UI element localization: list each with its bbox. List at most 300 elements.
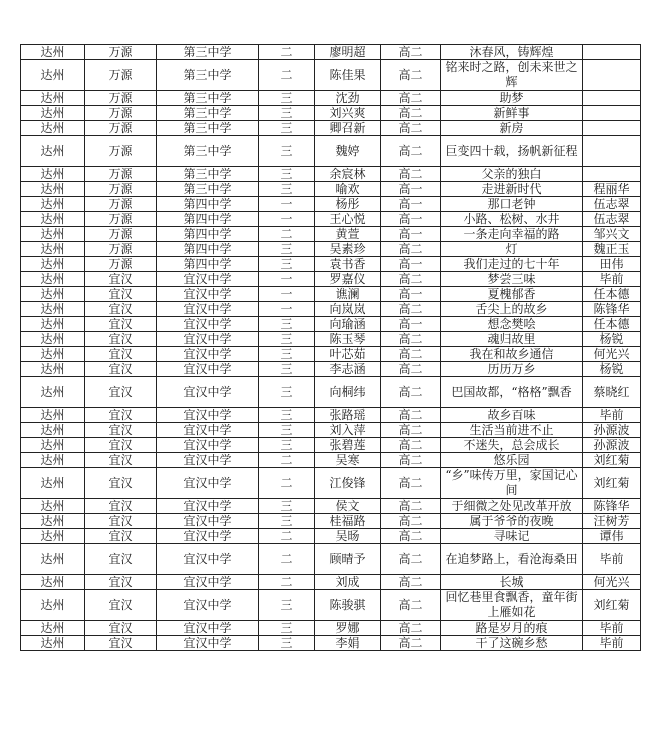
city-cell: 达州 <box>21 302 85 317</box>
grade-cell: 高二 <box>381 544 441 575</box>
prize-level-cell: 一 <box>259 212 315 227</box>
table-row <box>21 544 641 575</box>
city-cell: 达州 <box>21 167 85 182</box>
prize-level-cell: 三 <box>259 514 315 529</box>
student-name-cell: 袁书香 <box>315 257 381 272</box>
essay-title-cell: 魂归故里 <box>441 332 583 347</box>
essay-title-cell: 巴国故都，“格格”飘香 <box>441 377 583 408</box>
award-table <box>20 44 641 651</box>
teacher-cell: 伍志翠 <box>583 197 641 212</box>
school-cell: 宜汉中学 <box>157 272 259 287</box>
city-cell: 达州 <box>21 91 85 106</box>
essay-title-cell: 不迷失，总会成长 <box>441 438 583 453</box>
essay-title-cell: 悠乐园 <box>441 453 583 468</box>
prize-level-cell: 三 <box>259 121 315 136</box>
city-cell: 达州 <box>21 590 85 621</box>
grade-cell: 高一 <box>381 257 441 272</box>
city-cell: 达州 <box>21 332 85 347</box>
student-name-cell: 余宸林 <box>315 167 381 182</box>
school-cell: 宜汉中学 <box>157 621 259 636</box>
essay-title-cell: 生活当前进不止 <box>441 423 583 438</box>
essay-title-cell: 夏槐郁香 <box>441 287 583 302</box>
school-cell: 宜汉中学 <box>157 332 259 347</box>
table-row <box>21 529 641 544</box>
district-cell: 万源 <box>85 121 157 136</box>
city-cell: 达州 <box>21 408 85 423</box>
teacher-cell: 谭伟 <box>583 529 641 544</box>
district-cell: 宜汉 <box>85 362 157 377</box>
district-cell: 万源 <box>85 182 157 197</box>
table-row <box>21 167 641 182</box>
teacher-cell: 何光兴 <box>583 575 641 590</box>
grade-cell: 高二 <box>381 453 441 468</box>
essay-title-cell: 那口老钟 <box>441 197 583 212</box>
teacher-cell: 毕前 <box>583 408 641 423</box>
district-cell: 宜汉 <box>85 423 157 438</box>
grade-cell: 高二 <box>381 167 441 182</box>
table-row <box>21 362 641 377</box>
city-cell: 达州 <box>21 529 85 544</box>
essay-title-cell: 舌尖上的故乡 <box>441 302 583 317</box>
prize-level-cell: 三 <box>259 167 315 182</box>
prize-level-cell: 三 <box>259 242 315 257</box>
essay-title-cell: 父亲的独白 <box>441 167 583 182</box>
student-name-cell: 刘入萍 <box>315 423 381 438</box>
essay-title-cell: 我们走过的七十年 <box>441 257 583 272</box>
table-row <box>21 575 641 590</box>
school-cell: 第三中学 <box>157 106 259 121</box>
prize-level-cell: 三 <box>259 621 315 636</box>
prize-level-cell: 二 <box>259 60 315 91</box>
teacher-cell: 孙源波 <box>583 423 641 438</box>
city-cell: 达州 <box>21 242 85 257</box>
teacher-cell: 毕前 <box>583 272 641 287</box>
essay-title-cell: 寻味记 <box>441 529 583 544</box>
teacher-cell: 杨锐 <box>583 332 641 347</box>
prize-level-cell: 三 <box>259 423 315 438</box>
grade-cell: 高二 <box>381 91 441 106</box>
city-cell: 达州 <box>21 621 85 636</box>
prize-level-cell: 二 <box>259 544 315 575</box>
teacher-cell <box>583 167 641 182</box>
grade-cell: 高一 <box>381 212 441 227</box>
district-cell: 宜汉 <box>85 408 157 423</box>
grade-cell: 高二 <box>381 302 441 317</box>
table-row <box>21 438 641 453</box>
grade-cell: 高二 <box>381 529 441 544</box>
school-cell: 第三中学 <box>157 121 259 136</box>
school-cell: 第四中学 <box>157 257 259 272</box>
district-cell: 宜汉 <box>85 317 157 332</box>
student-name-cell: 陈佳果 <box>315 60 381 91</box>
district-cell: 宜汉 <box>85 347 157 362</box>
essay-title-cell: 属于爷爷的夜晚 <box>441 514 583 529</box>
essay-title-cell: 灯 <box>441 242 583 257</box>
teacher-cell: 魏正玉 <box>583 242 641 257</box>
school-cell: 第四中学 <box>157 242 259 257</box>
student-name-cell: 陈玉琴 <box>315 332 381 347</box>
teacher-cell: 陈锋华 <box>583 302 641 317</box>
student-name-cell: 谯澜 <box>315 287 381 302</box>
table-row <box>21 453 641 468</box>
teacher-cell: 杨锐 <box>583 362 641 377</box>
district-cell: 宜汉 <box>85 499 157 514</box>
school-cell: 宜汉中学 <box>157 362 259 377</box>
student-name-cell: 刘成 <box>315 575 381 590</box>
essay-title-cell: 梦尝三味 <box>441 272 583 287</box>
school-cell: 第三中学 <box>157 91 259 106</box>
prize-level-cell: 三 <box>259 362 315 377</box>
city-cell: 达州 <box>21 377 85 408</box>
school-cell: 宜汉中学 <box>157 575 259 590</box>
city-cell: 达州 <box>21 575 85 590</box>
district-cell: 万源 <box>85 257 157 272</box>
district-cell: 万源 <box>85 212 157 227</box>
table-row <box>21 302 641 317</box>
prize-level-cell: 二 <box>259 227 315 242</box>
grade-cell: 高二 <box>381 590 441 621</box>
prize-level-cell: 二 <box>259 45 315 60</box>
district-cell: 宜汉 <box>85 544 157 575</box>
prize-level-cell: 三 <box>259 377 315 408</box>
teacher-cell <box>583 121 641 136</box>
city-cell: 达州 <box>21 45 85 60</box>
school-cell: 宜汉中学 <box>157 544 259 575</box>
student-name-cell: 杨彤 <box>315 197 381 212</box>
city-cell: 达州 <box>21 453 85 468</box>
teacher-cell: 何光兴 <box>583 347 641 362</box>
student-name-cell: 向瑜涵 <box>315 317 381 332</box>
essay-title-cell: 沐春风，铸辉煌 <box>441 45 583 60</box>
grade-cell: 高一 <box>381 317 441 332</box>
table-body <box>21 45 641 651</box>
prize-level-cell: 三 <box>259 106 315 121</box>
grade-cell: 高二 <box>381 272 441 287</box>
school-cell: 宜汉中学 <box>157 636 259 651</box>
prize-level-cell: 二 <box>259 529 315 544</box>
teacher-cell: 陈锋华 <box>583 499 641 514</box>
prize-level-cell: 三 <box>259 438 315 453</box>
school-cell: 第三中学 <box>157 45 259 60</box>
grade-cell: 高一 <box>381 182 441 197</box>
city-cell: 达州 <box>21 136 85 167</box>
table-row <box>21 287 641 302</box>
teacher-cell: 毕前 <box>583 621 641 636</box>
city-cell: 达州 <box>21 121 85 136</box>
school-cell: 第四中学 <box>157 227 259 242</box>
table-row <box>21 121 641 136</box>
prize-level-cell: 一 <box>259 287 315 302</box>
student-name-cell: 王心悦 <box>315 212 381 227</box>
school-cell: 第三中学 <box>157 60 259 91</box>
student-name-cell: 魏婷 <box>315 136 381 167</box>
essay-title-cell: “乡”味传万里，家国记心间 <box>441 468 583 499</box>
city-cell: 达州 <box>21 212 85 227</box>
table-row <box>21 106 641 121</box>
grade-cell: 高二 <box>381 136 441 167</box>
essay-title-cell: 新鲜事 <box>441 106 583 121</box>
grade-cell: 高一 <box>381 287 441 302</box>
district-cell: 万源 <box>85 167 157 182</box>
teacher-cell <box>583 91 641 106</box>
district-cell: 万源 <box>85 227 157 242</box>
district-cell: 宜汉 <box>85 529 157 544</box>
table-row <box>21 514 641 529</box>
teacher-cell: 刘红菊 <box>583 590 641 621</box>
prize-level-cell: 一 <box>259 272 315 287</box>
teacher-cell: 汪树芳 <box>583 514 641 529</box>
essay-title-cell: 新房 <box>441 121 583 136</box>
teacher-cell: 田伟 <box>583 257 641 272</box>
student-name-cell: 江俊锋 <box>315 468 381 499</box>
school-cell: 宜汉中学 <box>157 514 259 529</box>
table-row <box>21 636 641 651</box>
teacher-cell: 伍志翠 <box>583 212 641 227</box>
city-cell: 达州 <box>21 227 85 242</box>
prize-level-cell: 三 <box>259 499 315 514</box>
district-cell: 宜汉 <box>85 377 157 408</box>
city-cell: 达州 <box>21 438 85 453</box>
table-row <box>21 499 641 514</box>
student-name-cell: 向桐纬 <box>315 377 381 408</box>
table-row <box>21 45 641 60</box>
school-cell: 宜汉中学 <box>157 590 259 621</box>
district-cell: 宜汉 <box>85 575 157 590</box>
district-cell: 万源 <box>85 106 157 121</box>
school-cell: 宜汉中学 <box>157 347 259 362</box>
district-cell: 万源 <box>85 197 157 212</box>
school-cell: 宜汉中学 <box>157 468 259 499</box>
district-cell: 宜汉 <box>85 453 157 468</box>
grade-cell: 高二 <box>381 332 441 347</box>
table-row <box>21 212 641 227</box>
district-cell: 宜汉 <box>85 302 157 317</box>
essay-title-cell: 路是岁月的痕 <box>441 621 583 636</box>
student-name-cell: 桂福路 <box>315 514 381 529</box>
table-row <box>21 621 641 636</box>
student-name-cell: 叶芯茹 <box>315 347 381 362</box>
student-name-cell: 罗嘉仪 <box>315 272 381 287</box>
teacher-cell: 程丽华 <box>583 182 641 197</box>
grade-cell: 高一 <box>381 227 441 242</box>
grade-cell: 高二 <box>381 438 441 453</box>
district-cell: 宜汉 <box>85 636 157 651</box>
district-cell: 宜汉 <box>85 514 157 529</box>
teacher-cell: 毕前 <box>583 544 641 575</box>
essay-title-cell: 巨变四十载，扬帆新征程 <box>441 136 583 167</box>
table-row <box>21 317 641 332</box>
essay-title-cell: 干了这碗乡愁 <box>441 636 583 651</box>
table-row <box>21 332 641 347</box>
district-cell: 万源 <box>85 45 157 60</box>
city-cell: 达州 <box>21 362 85 377</box>
grade-cell: 高二 <box>381 347 441 362</box>
district-cell: 宜汉 <box>85 621 157 636</box>
student-name-cell: 刘兴爽 <box>315 106 381 121</box>
grade-cell: 高二 <box>381 499 441 514</box>
prize-level-cell: 三 <box>259 136 315 167</box>
city-cell: 达州 <box>21 197 85 212</box>
teacher-cell: 孙源波 <box>583 438 641 453</box>
student-name-cell: 侯文 <box>315 499 381 514</box>
city-cell: 达州 <box>21 272 85 287</box>
student-name-cell: 李娟 <box>315 636 381 651</box>
prize-level-cell: 二 <box>259 575 315 590</box>
essay-title-cell: 走进新时代 <box>441 182 583 197</box>
school-cell: 第三中学 <box>157 136 259 167</box>
essay-title-cell: 助梦 <box>441 91 583 106</box>
school-cell: 第四中学 <box>157 197 259 212</box>
school-cell: 宜汉中学 <box>157 423 259 438</box>
city-cell: 达州 <box>21 257 85 272</box>
district-cell: 宜汉 <box>85 438 157 453</box>
grade-cell: 高二 <box>381 514 441 529</box>
city-cell: 达州 <box>21 347 85 362</box>
table-row <box>21 408 641 423</box>
grade-cell: 高二 <box>381 621 441 636</box>
school-cell: 宜汉中学 <box>157 317 259 332</box>
table-row <box>21 227 641 242</box>
table-row <box>21 347 641 362</box>
teacher-cell: 刘红菊 <box>583 468 641 499</box>
prize-level-cell: 三 <box>259 636 315 651</box>
essay-title-cell: 想念樊哙 <box>441 317 583 332</box>
district-cell: 万源 <box>85 136 157 167</box>
table-row <box>21 136 641 167</box>
prize-level-cell: 二 <box>259 468 315 499</box>
school-cell: 第三中学 <box>157 182 259 197</box>
prize-level-cell: 三 <box>259 317 315 332</box>
table-row <box>21 60 641 91</box>
teacher-cell: 任本德 <box>583 287 641 302</box>
table-row <box>21 423 641 438</box>
city-cell: 达州 <box>21 544 85 575</box>
table-row <box>21 91 641 106</box>
essay-title-cell: 历历万乡 <box>441 362 583 377</box>
school-cell: 宜汉中学 <box>157 529 259 544</box>
teacher-cell: 任本德 <box>583 317 641 332</box>
prize-level-cell: 一 <box>259 302 315 317</box>
teacher-cell <box>583 136 641 167</box>
school-cell: 第三中学 <box>157 167 259 182</box>
district-cell: 宜汉 <box>85 468 157 499</box>
school-cell: 宜汉中学 <box>157 377 259 408</box>
school-cell: 宜汉中学 <box>157 438 259 453</box>
table-row <box>21 272 641 287</box>
award-list-page <box>20 44 641 651</box>
table-row <box>21 377 641 408</box>
city-cell: 达州 <box>21 182 85 197</box>
grade-cell: 高二 <box>381 377 441 408</box>
student-name-cell: 廖明超 <box>315 45 381 60</box>
student-name-cell: 卿召新 <box>315 121 381 136</box>
city-cell: 达州 <box>21 60 85 91</box>
table-row <box>21 468 641 499</box>
essay-title-cell: 于细微之处见改革开放 <box>441 499 583 514</box>
student-name-cell: 顾晴予 <box>315 544 381 575</box>
essay-title-cell: 铭来时之路，创未来世之辉 <box>441 60 583 91</box>
table-row <box>21 182 641 197</box>
essay-title-cell: 故乡百味 <box>441 408 583 423</box>
district-cell: 万源 <box>85 242 157 257</box>
city-cell: 达州 <box>21 423 85 438</box>
city-cell: 达州 <box>21 636 85 651</box>
city-cell: 达州 <box>21 317 85 332</box>
student-name-cell: 李志涵 <box>315 362 381 377</box>
grade-cell: 高二 <box>381 468 441 499</box>
city-cell: 达州 <box>21 499 85 514</box>
grade-cell: 高二 <box>381 423 441 438</box>
school-cell: 宜汉中学 <box>157 302 259 317</box>
student-name-cell: 向岚岚 <box>315 302 381 317</box>
student-name-cell: 喻欢 <box>315 182 381 197</box>
school-cell: 宜汉中学 <box>157 453 259 468</box>
prize-level-cell: 三 <box>259 590 315 621</box>
teacher-cell: 刘红菊 <box>583 453 641 468</box>
grade-cell: 高二 <box>381 408 441 423</box>
district-cell: 宜汉 <box>85 590 157 621</box>
grade-cell: 高二 <box>381 636 441 651</box>
grade-cell: 高二 <box>381 121 441 136</box>
prize-level-cell: 三 <box>259 332 315 347</box>
essay-title-cell: 长城 <box>441 575 583 590</box>
district-cell: 宜汉 <box>85 332 157 347</box>
student-name-cell: 陈骏骐 <box>315 590 381 621</box>
grade-cell: 高一 <box>381 197 441 212</box>
table-row <box>21 242 641 257</box>
prize-level-cell: 三 <box>259 182 315 197</box>
grade-cell: 高二 <box>381 106 441 121</box>
city-cell: 达州 <box>21 287 85 302</box>
essay-title-cell: 我在和故乡通信 <box>441 347 583 362</box>
essay-title-cell: 小路、松树、水井 <box>441 212 583 227</box>
prize-level-cell: 三 <box>259 91 315 106</box>
student-name-cell: 罗娜 <box>315 621 381 636</box>
essay-title-cell: 一条走向幸福的路 <box>441 227 583 242</box>
student-name-cell: 吴素珍 <box>315 242 381 257</box>
grade-cell: 高二 <box>381 362 441 377</box>
student-name-cell: 张路瑶 <box>315 408 381 423</box>
essay-title-cell: 在追梦路上，看沧海桑田 <box>441 544 583 575</box>
prize-level-cell: 三 <box>259 347 315 362</box>
grade-cell: 高二 <box>381 575 441 590</box>
school-cell: 第四中学 <box>157 212 259 227</box>
city-cell: 达州 <box>21 514 85 529</box>
table-row <box>21 197 641 212</box>
grade-cell: 高二 <box>381 60 441 91</box>
essay-title-cell: 回忆巷里食飘香，童年街上雁如花 <box>441 590 583 621</box>
student-name-cell: 吴旸 <box>315 529 381 544</box>
teacher-cell <box>583 60 641 91</box>
student-name-cell: 张碧莲 <box>315 438 381 453</box>
teacher-cell: 邹兴文 <box>583 227 641 242</box>
teacher-cell: 毕前 <box>583 636 641 651</box>
city-cell: 达州 <box>21 468 85 499</box>
school-cell: 宜汉中学 <box>157 287 259 302</box>
district-cell: 万源 <box>85 91 157 106</box>
district-cell: 宜汉 <box>85 272 157 287</box>
grade-cell: 高二 <box>381 242 441 257</box>
teacher-cell <box>583 106 641 121</box>
prize-level-cell: 一 <box>259 197 315 212</box>
student-name-cell: 黄萱 <box>315 227 381 242</box>
student-name-cell: 沈劲 <box>315 91 381 106</box>
district-cell: 宜汉 <box>85 287 157 302</box>
prize-level-cell: 三 <box>259 257 315 272</box>
district-cell: 万源 <box>85 60 157 91</box>
grade-cell: 高二 <box>381 45 441 60</box>
student-name-cell: 吴寒 <box>315 453 381 468</box>
